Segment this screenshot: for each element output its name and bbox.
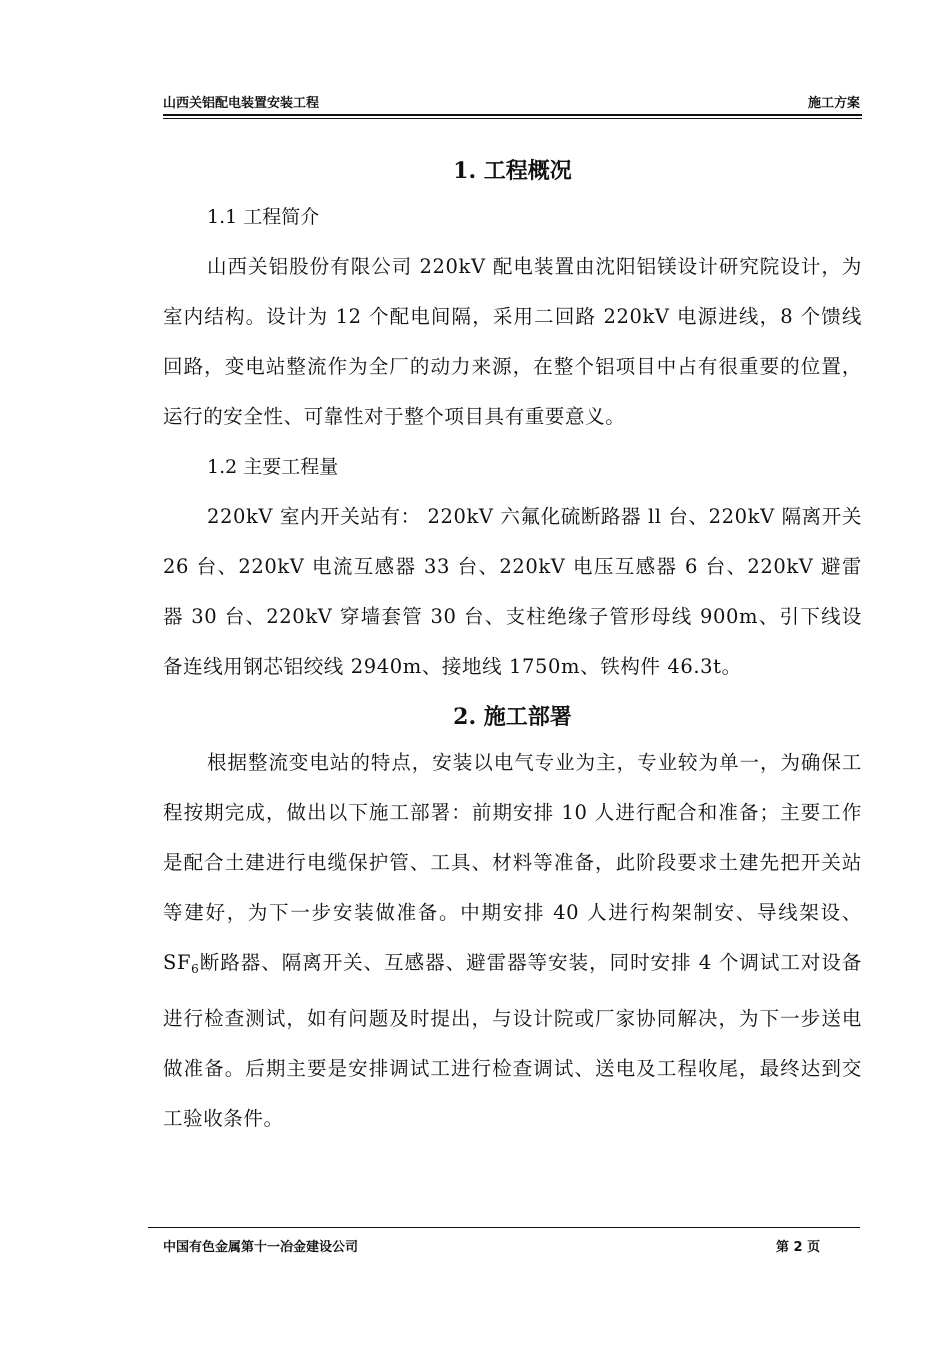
document-body bbox=[163, 150, 862, 1144]
section-2-text-part1: 根据整流变电站的特点，安装以电气专业为主，专业较为单一，为确保工程按期完成，做出以下施工部署：前期安排 10 人进行配合和准备；主要工作是配合土建进行电缆保护管、工具、材料等准备，此阶段要求土建先把开关站等建好，为下一步安装做准备。中期安排 40 人进行构架制安、导线架设、SF bbox=[163, 751, 862, 974]
header-rule bbox=[163, 114, 862, 116]
section-2-text-part2: 断路器、隔离开关、互感器、避雷器等安装，同时安排 4 个调试工对设备进行检查测试，如有问题及时提出，与设计院或厂家协同解决，为下一步送电做准备。后期主要是安排调试工进行检查调试、送电及工程收尾，最终达到交工验收条件。 bbox=[163, 951, 862, 1130]
page-header bbox=[163, 92, 862, 112]
subsection-1-2-text: 220kV 室内开关站有： 220kV 六氟化硫断路器 ll 台、220kV 隔离开关 26 台、220kV 电流互感器 33 台、220kV 电压互感器 6 台、220kV 避雷器 30 台、220kV 穿墙套管 30 台、支柱绝缘子管形母线 900m、引下线设备连线用钢芯铝绞线 2940m、接地线 1750m、铁构件 46.3t。 bbox=[163, 505, 862, 678]
subsection-1-2-title: 1.2 主要工程量 bbox=[207, 456, 339, 478]
subsection-1-1-title: 1.1 工程简介 bbox=[207, 206, 320, 228]
footer-page-number: 第 2 页 bbox=[776, 1240, 821, 1255]
footer-company: 中国有色金属第十一冶金建设公司 bbox=[163, 1240, 359, 1255]
header-rule-thin bbox=[163, 118, 862, 119]
footer-rule bbox=[148, 1227, 860, 1228]
section-1-title: 1. 工程概况 bbox=[453, 158, 572, 184]
section-2-text bbox=[163, 738, 862, 1144]
header-project-title: 山西关铝配电装置安装工程 bbox=[163, 96, 320, 111]
subsection-1-1-text: 山西关铝股份有限公司 220kV 配电装置由沈阳铝镁设计研究院设计，为室内结构。设计为 12 个配电间隔，采用二回路 220kV 电源进线，8 个馈线回路，变电站整流作为全厂的动力来源，在整个铝项目中占有很重要的位置，运行的安全性、可靠性对于整个项目具有重要意义。 bbox=[163, 255, 862, 428]
section-2-title: 2. 施工部署 bbox=[453, 704, 572, 730]
header-doc-type: 施工方案 bbox=[807, 96, 860, 111]
sf6-subscript: 6 bbox=[191, 962, 200, 976]
